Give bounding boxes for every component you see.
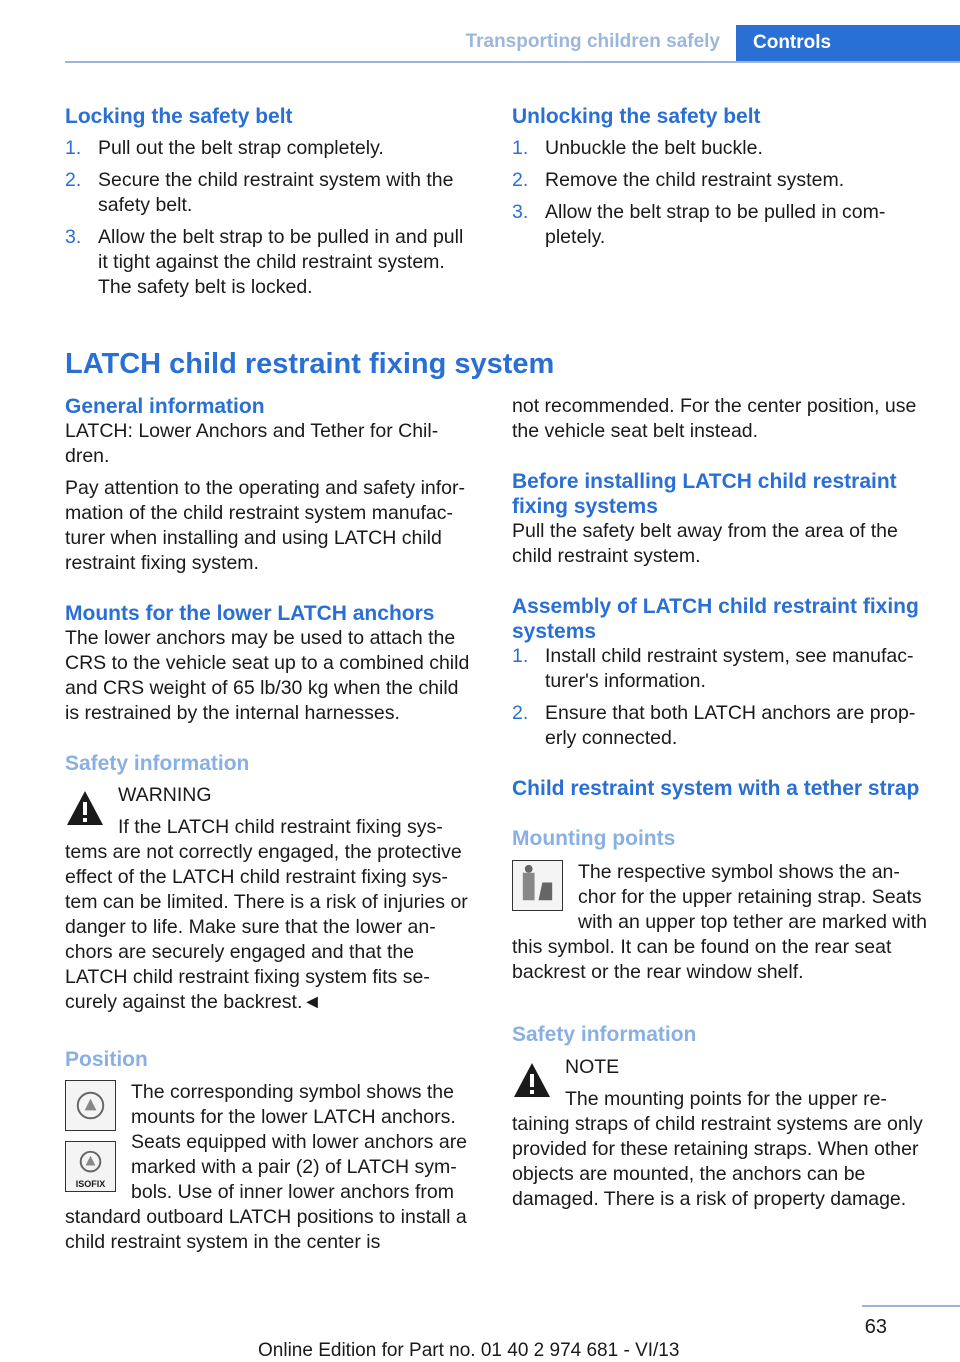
- mounts-title: Mounts for the lower LATCH anchors: [65, 602, 435, 625]
- locking-steps: [65, 136, 477, 300]
- header-chapter-tab: Controls: [736, 25, 960, 61]
- step-number: 1.: [65, 137, 82, 159]
- child-seat-anchor-icon: [65, 1080, 116, 1131]
- step-text: Ensure that both LATCH anchors are prop-erly connected.: [545, 702, 916, 749]
- step-number: 2.: [512, 702, 529, 724]
- step-text: Allow the belt strap to be pulled in com-pletely.: [545, 201, 886, 248]
- safety-info-title-right: Safety information: [512, 1023, 697, 1046]
- list-item: [512, 136, 927, 161]
- step-number: 3.: [65, 226, 82, 248]
- list-item: [65, 168, 477, 218]
- before-installing-text: Pull the safety belt away from the area of the child restraint system.: [512, 520, 898, 567]
- list-item: [65, 225, 477, 300]
- position-title: Position: [65, 1048, 148, 1071]
- step-text: Install child restraint system, see manufac-turer's information.: [545, 645, 914, 692]
- header-section-title: Transporting children safely: [465, 31, 720, 52]
- list-item: [65, 136, 477, 161]
- unlocking-title: Unlocking the safety belt: [512, 105, 761, 128]
- list-item: [512, 168, 927, 193]
- step-number: 2.: [512, 169, 529, 191]
- mounting-block: [512, 860, 930, 985]
- footer-rule: [862, 1305, 960, 1307]
- latch-symbols: [65, 1080, 118, 1202]
- general-info-p1: LATCH: Lower Anchors and Tether for Chil-dren.: [65, 420, 439, 467]
- assembly-steps: [512, 644, 930, 751]
- note-text: The mounting points for the upper re-taining straps of child restraint systems are only provided for these retaining straps. When other objects are mounted, the anchors can be damaged. There is a risk of property damage.: [512, 1088, 923, 1210]
- main-title: LATCH child restraint fixing system: [65, 348, 555, 380]
- step-number: 3.: [512, 201, 529, 223]
- tether-symbol: [512, 860, 565, 921]
- step-number: 1.: [512, 645, 529, 667]
- locking-title: Locking the safety belt: [65, 105, 293, 128]
- list-item: [512, 701, 930, 751]
- step-text: Allow the belt strap to be pulled in and pull it tight against the child restraint system. The safety belt is locked.: [98, 226, 464, 298]
- before-installing-title: Before installing LATCH child restraint fixing systems: [512, 470, 897, 518]
- general-info-p2: Pay attention to the operating and safety infor-mation of the child restraint system manufac-turer when installing and using LATCH child restraint fixing system.: [65, 477, 466, 574]
- assembly-title: Assembly of LATCH child restraint fixing systems: [512, 595, 919, 643]
- step-text: Remove the child restraint system.: [545, 169, 845, 191]
- warning-block: [65, 783, 477, 1015]
- header-rule: [65, 61, 960, 63]
- page-header: [0, 25, 960, 63]
- note-label: NOTE: [565, 1056, 620, 1078]
- unlocking-steps: [512, 136, 927, 250]
- mounts-paragraph: The lower anchors may be used to attach the CRS to the vehicle seat up to a combined child and CRS weight of 65 lb/30 kg when the child is restrained by the internal harnesses.: [65, 627, 470, 724]
- mounting-points-title: Mounting points: [512, 827, 676, 850]
- warning-triangle-icon: [65, 789, 105, 829]
- list-item: [512, 644, 930, 694]
- continued-text: not recommended. For the center position, use the vehicle seat belt instead.: [512, 395, 917, 442]
- locking-section: [65, 104, 477, 300]
- mounting-text: The respective symbol shows the an-chor for the upper retaining strap. Seats with an upper top tether are marked with this symbol. It can be found on the rear seat backrest or the rear window shelf.: [512, 861, 928, 983]
- safety-info-title: Safety information: [65, 752, 250, 775]
- step-text: Unbuckle the belt buckle.: [545, 137, 763, 159]
- unlocking-section: [512, 104, 927, 250]
- step-text: Pull out the belt strap completely.: [98, 137, 384, 159]
- right-column: [512, 394, 930, 1212]
- note-block: [512, 1055, 930, 1212]
- step-number: 1.: [512, 137, 529, 159]
- left-column: [65, 394, 477, 1255]
- tether-title: Child restraint system with a tether strap: [512, 777, 920, 800]
- step-number: 2.: [65, 169, 82, 191]
- note-triangle-icon: [512, 1061, 552, 1101]
- warning-label: WARNING: [118, 784, 212, 806]
- warning-text: If the LATCH child restraint fixing sys-tems are not correctly engaged, the protective effect of the LATCH child restraint fixing sys-tem can be limited. There is a risk of injuries or danger to life. Make sure that the lower an-chors are securely engaged and that the LATCH child restraint fixing system fits se-curely against the backrest.◄: [65, 816, 468, 1013]
- list-item: [512, 200, 927, 250]
- isofix-label: ISOFIX: [75, 1179, 106, 1189]
- isofix-anchor-icon: [65, 1141, 116, 1192]
- page-number: 63: [864, 1316, 887, 1338]
- step-text: Secure the child restraint system with the safety belt.: [98, 169, 454, 216]
- position-block: [65, 1080, 477, 1255]
- footer-edition: Online Edition for Part no. 01 40 2 974 681 - VI/13: [258, 1340, 680, 1361]
- general-info-title: General information: [65, 395, 265, 418]
- position-text: The corresponding symbol shows the mounts for the lower LATCH anchors. Seats equipped with lower anchors are marked with a pair (2) of LATCH sym-bols. Use of inner lower anchors from standard outboard LATCH positions to install a child restraint system in the center is: [65, 1081, 468, 1253]
- top-tether-anchor-icon: [512, 860, 563, 911]
